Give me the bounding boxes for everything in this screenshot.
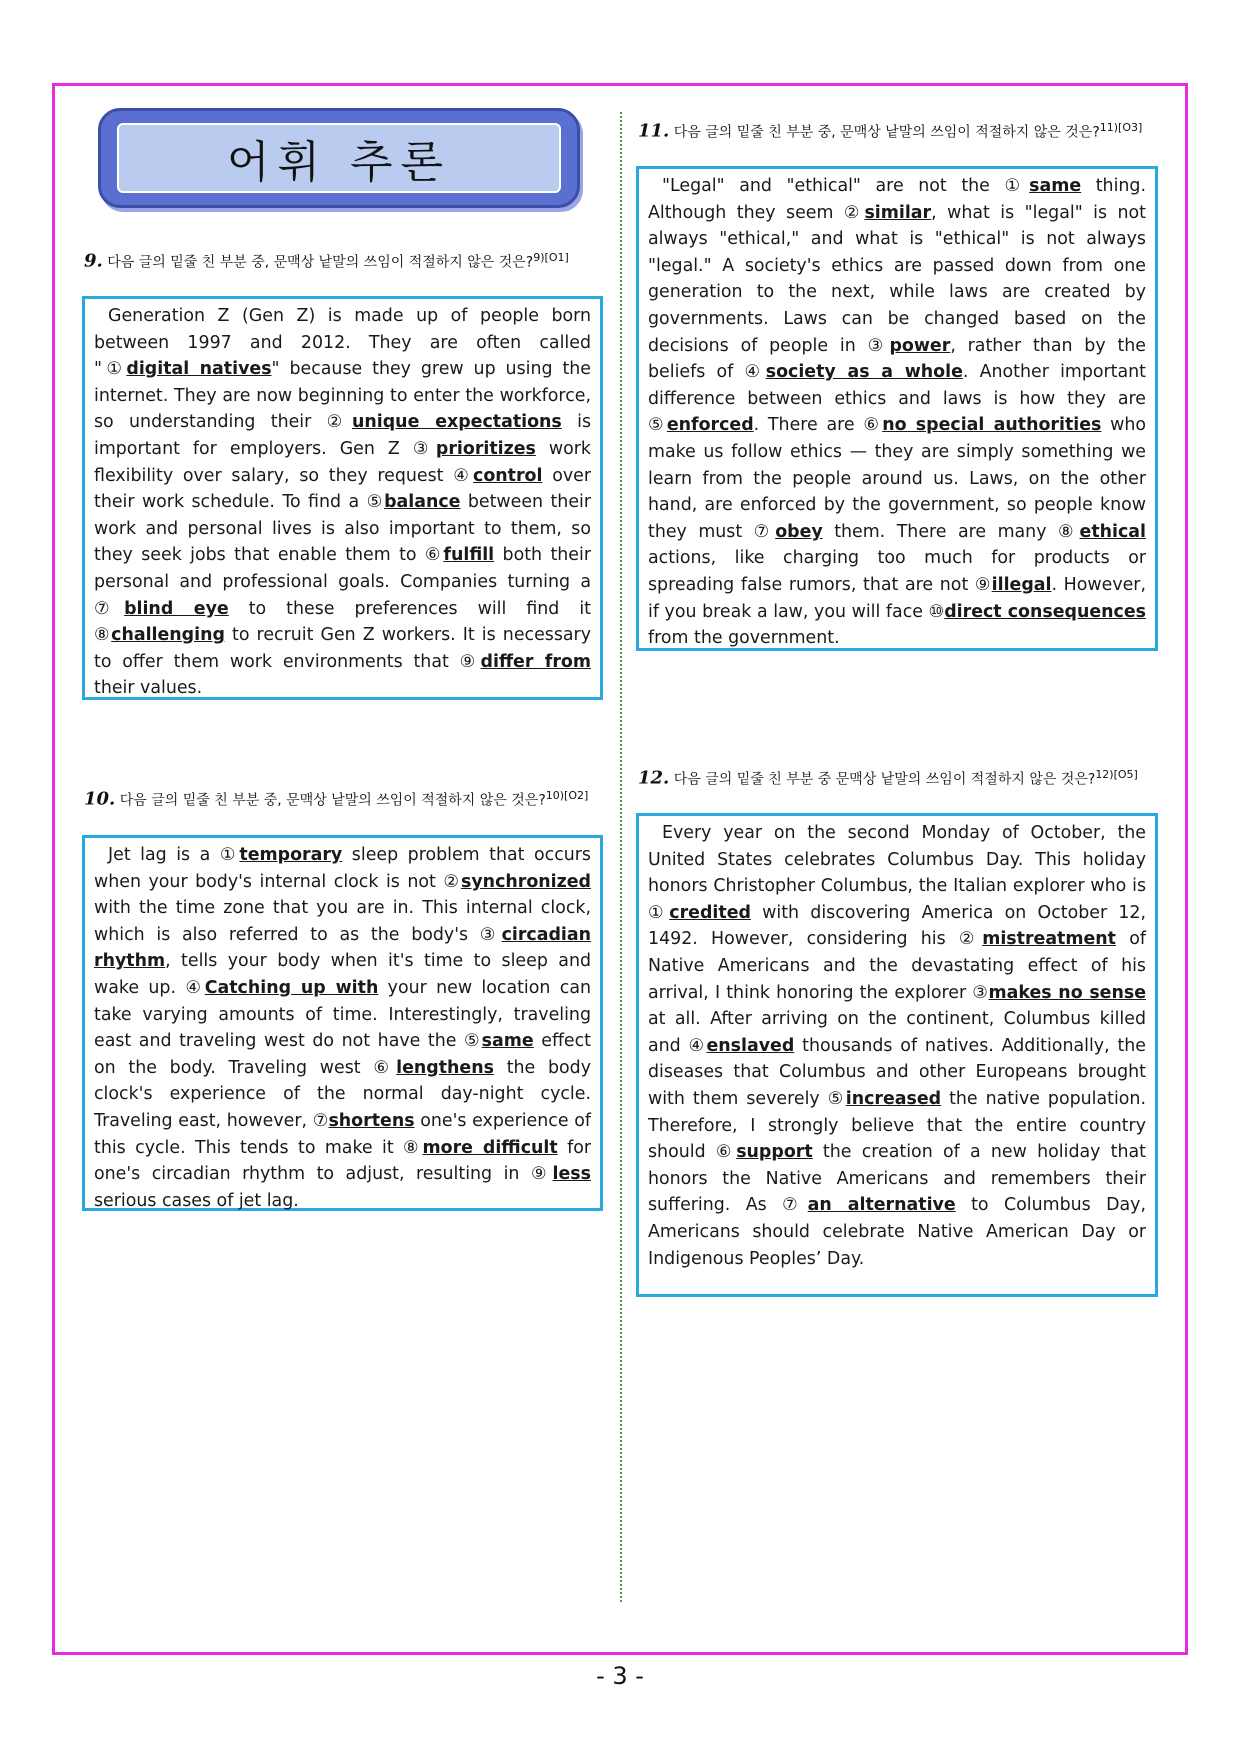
passage-segment: with the time zone that you are in. This internal clock, which is also referred to as the body's ③ [94,898,591,945]
underlined-word: increased [845,1088,942,1109]
underlined-word: illegal [991,574,1052,595]
underlined-word: credited [669,902,751,923]
question-prompt: 다음 글의 밑줄 친 부분 중, 문맥상 낱말의 쓰임이 적절하지 않은 것은? [107,254,534,271]
passage-segment: both their personal and professional goals. Companies turning a ⑦ [94,545,591,619]
passage-segment: thing. Although they seem ② [648,176,1146,223]
passage-segment: to recruit Gen Z workers. It is necessary to offer them work environments that ⑨ [94,625,591,672]
question-prompt: 다음 글의 밑줄 친 부분 중 문맥상 낱말의 쓰임이 적절하지 않은 것은? [673,771,1096,788]
question-number: 11. [638,120,670,142]
passage-box-11 [636,166,1158,651]
passage-segment: them. There are many ⑧ [822,521,1080,542]
passage-segment: , tells your body when it's time to sleep and wake up. ④ [94,951,591,998]
question-ref: 9)[O1] [533,251,569,264]
page-number: - 3 - [596,1662,644,1690]
passage-segment: between their work and personal lives is also important to them, so they seek jobs that enable them to ⑥ [94,492,592,566]
passage-segment: thousands of natives. Additionally, the diseases that Columbus and other Europeans brought with them severely ⑤ [648,1035,1146,1109]
question-ref: 12)[O5] [1095,768,1138,781]
passage-text [648,173,1146,652]
underlined-word: differ from [480,651,591,672]
underlined-word: circadian rhythm [94,924,591,972]
underlined-word: society as a whole [765,362,963,383]
underlined-word: challenging [111,625,225,646]
question-9-header [84,248,604,273]
passage-segment: with discovering America on October 12, 1492. However, considering his ② [648,902,1146,950]
passage-segment: serious cases of jet lag. [94,1190,299,1211]
passage-segment: effect on the body. Traveling west ⑥ [94,1031,592,1078]
passage-segment: to these preferences will find it ⑧ [94,598,591,646]
passage-segment: "Legal" and "ethical" are not the ① [662,176,1030,196]
passage-segment: , what is "legal" is not always "ethical," and what is "ethical" is not always "legal." A society's ethics are passed down from one generation to the next, while laws are created by governments. Laws can be changed based on the decisions of people in ③ [648,202,1146,356]
passage-text [648,820,1146,1272]
underlined-word: similar [864,202,932,223]
passage-segment: Generation Z (Gen Z) is made up of people born between 1997 and 2012. They are often called "① [94,306,591,380]
passage-segment: over their work schedule. To find a ⑤ [94,465,592,513]
underlined-word: balance [384,492,461,513]
underlined-word: ethical [1079,521,1146,542]
underlined-word: support [736,1142,813,1163]
passage-box-9 [82,296,603,700]
question-ref: 10)[O2] [545,789,589,802]
underlined-word: no special authorities [882,415,1102,436]
question-prompt: 다음 글의 밑줄 친 부분 중, 문맥상 낱말의 쓰임이 적절하지 않은 것은? [119,792,546,809]
passage-segment: your new location can take varying amounts of time. Interestingly, traveling east and traveling west do not have the ⑤ [94,977,592,1052]
passage-segment: the native population. Therefore, I strongly believe that the entire country should ⑥ [648,1088,1146,1163]
underlined-word: fulfill [443,545,495,566]
question-number: 12. [638,767,670,789]
section-title: 어휘 추론 [226,137,451,188]
passage-box-10 [82,835,603,1211]
question-ref: 11)[O3] [1099,121,1143,134]
passage-segment: from the government. [648,628,840,649]
underlined-word: Catching up with [204,977,379,998]
underlined-word: blind eye [124,598,229,619]
underlined-word: enslaved [706,1035,795,1056]
passage-segment: the body clock's experience of the normal day-night cycle. Traveling east, however, ⑦ [94,1057,591,1131]
question-11-header [638,118,1160,143]
question-number: 10. [84,788,116,810]
passage-segment: . However, if you break a law, you will face ⑩ [648,574,1146,622]
underlined-word: an alternative [807,1195,956,1216]
passage-segment: of Native Americans and the devastating effect of his arrival, I think honoring the explorer ③ [648,929,1146,1003]
passage-segment: " because they grew up using the internet. They are now beginning to enter the workforce, so understanding their ② [94,359,591,433]
underlined-word: lengthens [396,1057,494,1078]
underlined-word: power [889,335,951,356]
underlined-word: obey [775,521,823,542]
passage-box-12 [636,813,1158,1297]
column-divider [620,112,622,1602]
passage-segment: actions, like charging too much for products or spreading false rumors, that are not ⑨ [648,548,1146,595]
passage-text [94,842,591,1214]
underlined-word: enforced [666,415,754,436]
underlined-word: makes no sense [988,982,1146,1003]
question-number: 9. [84,250,103,272]
passage-segment: at all. After arriving on the continent, Columbus killed and ④ [648,1009,1146,1056]
underlined-word: same [481,1031,534,1052]
passage-segment: . Another important difference between ethics and laws is how they are ⑤ [648,362,1146,436]
underlined-word: more difficult [422,1137,558,1158]
passage-segment: work flexibility over salary, so they request ④ [94,438,591,486]
underlined-word: same [1029,176,1082,196]
passage-segment: the creation of a new holiday that honors the Native Americans and remembers their suffering. As ⑦ [648,1142,1147,1216]
underlined-word: temporary [239,845,343,865]
passage-segment: for one's circadian rhythm to adjust, resulting in ⑨ [94,1137,591,1185]
section-title-inner [117,123,561,193]
underlined-word: mistreatment [982,929,1116,950]
section-title-banner [98,108,580,208]
passage-segment: Every year on the second Monday of October, the United States celebrates Columbus Day. This holiday honors Christopher Columbus, the Italian explorer who is ① [648,823,1146,923]
underlined-word: direct consequences [944,601,1146,622]
passage-segment: , rather than by the beliefs of ④ [648,335,1146,383]
passage-segment: their values. [94,678,203,699]
underlined-word: prioritizes [435,438,536,459]
passage-segment: who make us follow ethics — they are simply something we learn from the people around us. Laws, on the other hand, are enforced by the government, so people know they must ⑦ [648,415,1147,542]
passage-segment: . There are ⑥ [753,415,883,436]
passage-segment: Jet lag is a ① [108,845,240,865]
underlined-word: control [473,465,543,486]
passage-segment: one's experience of this cycle. This tends to make it ⑧ [94,1110,592,1158]
passage-segment: sleep problem that occurs when your body's internal clock is not ② [94,845,591,892]
underlined-word: digital natives [126,359,272,380]
passage-segment: is important for employers. Gen Z ③ [94,412,591,459]
underlined-word: shortens [328,1110,415,1131]
underlined-word: unique expectations [352,412,562,433]
passage-segment: to Columbus Day, Americans should celebrate Native American Day or Indigenous Peoples’ Day. [648,1195,1146,1269]
passage-text [94,303,591,702]
question-prompt: 다음 글의 밑줄 친 부분 중, 문맥상 낱말의 쓰임이 적절하지 않은 것은? [673,124,1100,141]
underlined-word: less [552,1164,591,1185]
question-10-header [84,786,604,811]
question-12-header [638,765,1160,790]
underlined-word: synchronized [461,871,591,892]
